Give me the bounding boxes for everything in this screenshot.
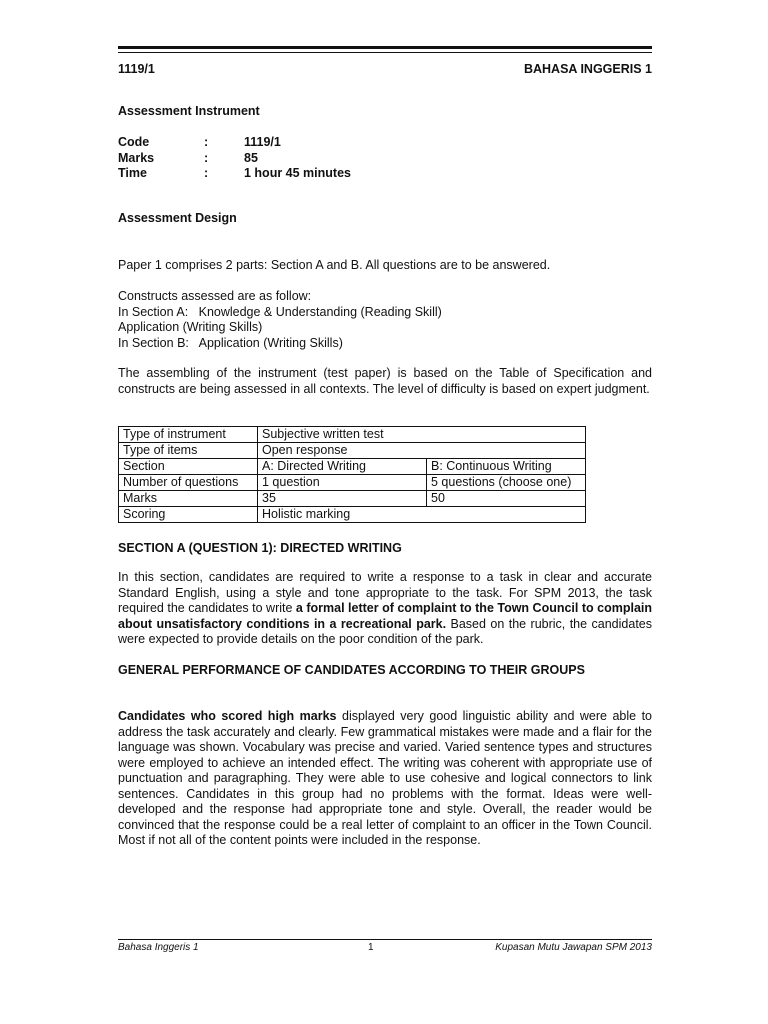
detail-label: Time	[118, 166, 147, 180]
constructs-line: Application (Writing Skills)	[118, 320, 263, 334]
detail-value: 85	[244, 151, 258, 165]
detail-sep: :	[204, 135, 209, 149]
table-row	[119, 475, 586, 491]
table-label-cell: Scoring	[119, 507, 258, 523]
header-code: 1119/1	[118, 62, 155, 76]
table-row	[119, 507, 586, 523]
section-a-text: In this section, candidates are required to write a response to a task in clear and accurate Standard English, using a style and tone appropriate to the task. For SPM 2013, the task required the candidates to write	[118, 570, 652, 615]
table-label-cell: Type of items	[119, 443, 258, 459]
table-value-cell: Subjective written test	[258, 427, 586, 443]
general-performance-paragraph	[118, 709, 652, 849]
detail-label: Code	[118, 135, 150, 149]
table-value-cell: B: Continuous Writing	[427, 459, 586, 475]
assessment-design-title: Assessment Design	[118, 211, 237, 225]
table-row	[119, 459, 586, 475]
header-subject: BAHASA INGGERIS 1	[523, 62, 652, 76]
header-rule-thin	[118, 52, 652, 53]
section-a-heading-part: SECTION A (	[118, 541, 193, 555]
specification-table	[118, 426, 586, 523]
constructs-line: In Section B: Application (Writing Skills)	[118, 335, 343, 350]
table-row	[119, 491, 586, 507]
detail-value: 1119/1	[244, 135, 281, 149]
footer-rule	[118, 939, 652, 940]
table-label-cell: Section	[119, 459, 258, 475]
assessment-design-para1: Paper 1 comprises 2 parts: Section A and B. All questions are to be answered.	[118, 258, 551, 272]
table-value-cell: Open response	[258, 443, 586, 459]
general-performance-body: displayed very good linguistic ability and were able to address the task accurately and clearly. Few grammatical mistakes were made and a flair for the language was shown. Vocabulary was precise and varied. Varied sentence types and structures were employed to achieve an intended effect. The writing was coherent with appropriate use of punctuation and paragraphing. They were able to use cohesive and logical connectors to link sentences. Candidates in this group had no problems with the format. Ideas were well-developed and the response had appropriate tone and style. Overall, the reader would be convinced that the response could be a real letter of complaint to an officer in the Town Council. Most if not all of the content points were included in the response.	[118, 709, 652, 847]
table-value-cell: Holistic marking	[258, 507, 586, 523]
section-a-heading	[118, 541, 652, 555]
table-row	[119, 443, 586, 459]
table-value-cell: 5 questions (choose one)	[427, 475, 586, 491]
detail-sep: :	[204, 151, 209, 165]
constructs-line: Constructs assessed are as follow:	[118, 289, 312, 303]
detail-sep: :	[204, 166, 209, 180]
assessment-design-para2: The assembling of the instrument (test paper) is based on the Table of Specification and constructs are being assessed in all contexts. The level of difficulty is based on expert judgment.	[118, 366, 652, 396]
section-a-heading-part: QUESTION 1): DIRECTED WRITING	[192, 541, 402, 555]
constructs-line: In Section A: Knowledge & Understanding (Reading Skill)	[118, 304, 442, 319]
table-row	[119, 427, 586, 443]
constructs-list	[118, 289, 652, 351]
footer-report-title: Kupasan Mutu Jawapan SPM 2013	[495, 942, 652, 953]
section-a-task-bold: a formal letter of complaint to the Town Council to complain about unsatisfactory conditions in a recreational park.	[118, 601, 653, 631]
table-value-cell: 35	[258, 491, 427, 507]
section-a-text: Based on the rubric, the candidates were expected to provide details on the poor condition of the park.	[118, 616, 652, 646]
table-value-cell: A: Directed Writing	[258, 459, 427, 475]
table-label-cell: Type of instrument	[119, 427, 258, 443]
footer-subject: Bahasa Inggeris 1	[118, 942, 199, 953]
table-value-cell: 50	[427, 491, 586, 507]
table-value-cell: 1 question	[258, 475, 427, 491]
table-label-cell: Marks	[119, 491, 258, 507]
section-a-paragraph	[118, 570, 652, 648]
detail-value: 1 hour 45 minutes	[244, 166, 351, 180]
general-performance-heading: GENERAL PERFORMANCE OF CANDIDATES ACCORDING TO THEIR GROUPS	[118, 663, 585, 677]
detail-label: Marks	[118, 151, 155, 165]
high-marks-lead: Candidates who scored high marks	[118, 709, 337, 723]
header-rule-thick	[118, 46, 652, 49]
table-label-cell: Number of questions	[119, 475, 258, 491]
assessment-instrument-title: Assessment Instrument	[118, 104, 260, 118]
footer-page-number: 1	[368, 942, 374, 953]
